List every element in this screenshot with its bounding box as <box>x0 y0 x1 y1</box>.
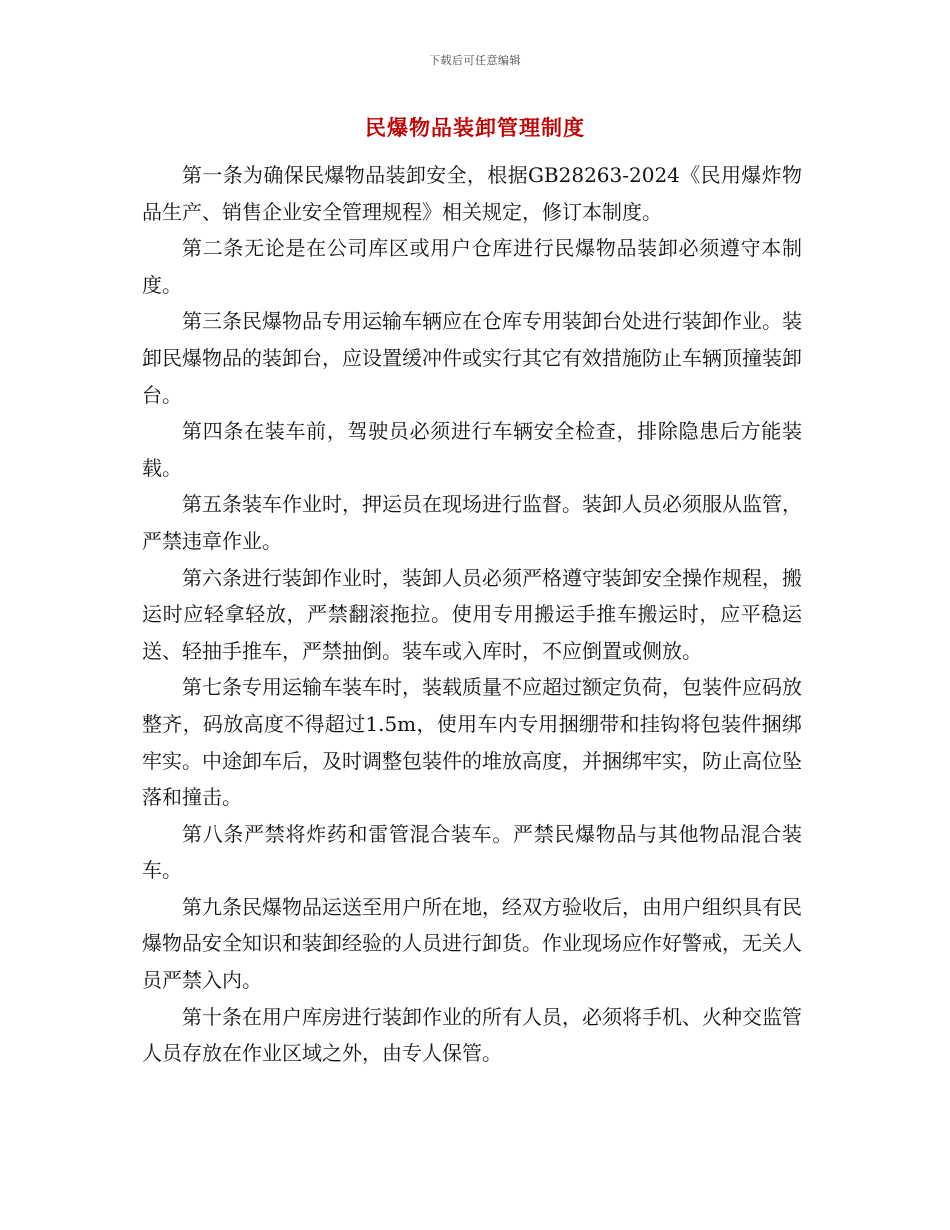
document-body <box>142 157 802 1072</box>
header-note: 下载后可任意编辑 <box>429 54 521 67</box>
article-5: 第五条装车作业时，押运员在现场进行监督。装卸人员必须服从监管，严禁违章作业。 <box>142 492 802 553</box>
article-7: 第七条专用运输车装车时，装载质量不应超过额定负荷，包装件应码放整齐，码放高度不得超过1.5m，使用车内专用捆绷带和挂钩将包装件捆绑牢实。中途卸车后，及时调整包装件的堆放高度，并捆绑牢实，防止高位坠落和撞击。 <box>142 675 802 810</box>
article-1: 第一条为确保民爆物品装卸安全，根据GB28263-2024《民用爆炸物品生产、销售企业安全管理规程》相关规定，修订本制度。 <box>142 163 802 224</box>
article-9: 第九条民爆物品运送至用户所在地，经双方验收后，由用户组织具有民爆物品安全知识和装卸经验的人员进行卸货。作业现场应作好警戒，无关人员严禁入内。 <box>142 894 802 993</box>
article-2: 第二条无论是在公司库区或用户仓库进行民爆物品装卸必须遵守本制度。 <box>142 236 802 297</box>
article-6: 第六条进行装卸作业时，装卸人员必须严格遵守装卸安全操作规程，搬运时应轻拿轻放，严禁翻滚拖拉。使用专用搬运手推车搬运时，应平稳运送、轻抽手推车，严禁抽倒。装车或入库时，不应倒置或侧放。 <box>142 565 802 663</box>
document-title: 民爆物品装卸管理制度 <box>365 116 585 140</box>
article-3: 第三条民爆物品专用运输车辆应在仓库专用装卸台处进行装卸作业。装卸民爆物品的装卸台，应设置缓冲件或实行其它有效措施防止车辆顶撞装卸台。 <box>142 309 802 407</box>
article-8: 第八条严禁将炸药和雷管混合装车。严禁民爆物品与其他物品混合装车。 <box>142 821 802 883</box>
article-10: 第十条在用户库房进行装卸作业的所有人员，必须将手机、火种交监管人员存放在作业区域之外，由专人保管。 <box>142 1004 802 1066</box>
article-4: 第四条在装车前，驾驶员必须进行车辆安全检查，排除隐患后方能装载。 <box>142 419 802 480</box>
